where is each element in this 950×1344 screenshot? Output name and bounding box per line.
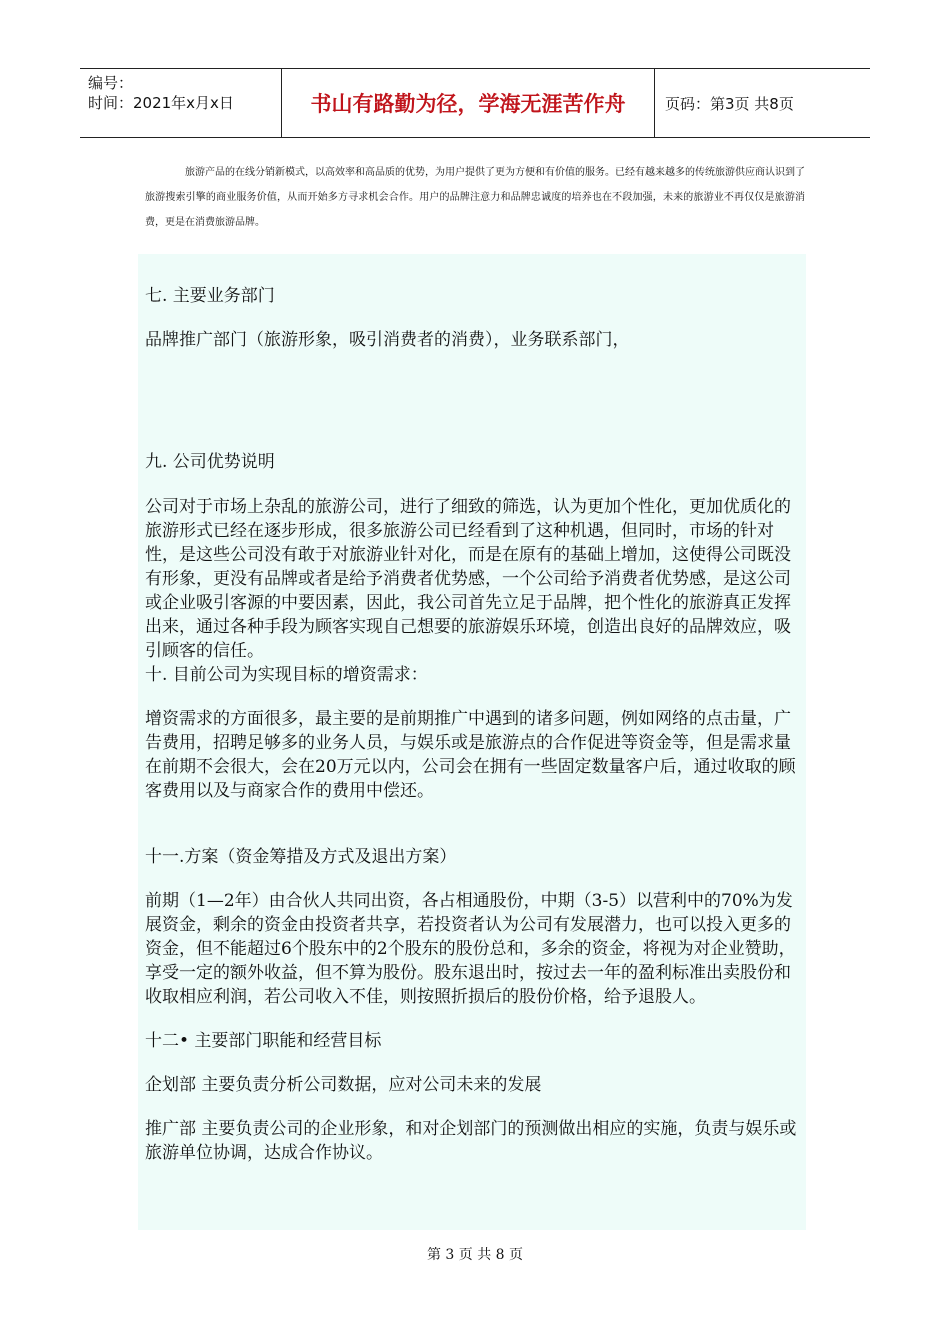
header-meta bbox=[80, 69, 282, 137]
section-10-title: 十. 目前公司为实现目标的增资需求： bbox=[145, 665, 428, 685]
date-label: 时间：2021年x月x日 bbox=[88, 94, 234, 112]
section-7-title: 七. 主要业务部门 bbox=[145, 286, 275, 306]
code-label: 编号： bbox=[88, 74, 134, 92]
section-11-title: 十一.方案（资金筹措及方式及退出方案） bbox=[145, 847, 457, 867]
section-7-body: 品牌推广部门（旅游形象，吸引消费者的消费），业务联系部门， bbox=[145, 330, 630, 350]
section-9-body: 公司对于市场上杂乱的旅游公司，进行了细致的筛选，认为更加个性化，更加优质化的旅游形式已经在逐步形成，很多旅游公司已经看到了这种机遇，但同时，市场的针对性，是这些公司没有敢于对旅游业针对化，而是在原有的基础上增加，这使得公司既没有形象，更没有品牌或者是给予消费者优势感，一个公司给予消费者优势感，是这公司或企业吸引客源的中要因素，因此，我公司首先立足于品牌，把个性化的旅游真正发挥出来，通过各种手段为顾客实现自己想要的旅游娱乐环境，创造出良好的品牌效应，吸引顾客的信任。 bbox=[145, 497, 791, 661]
document-body bbox=[145, 254, 807, 1165]
document-header bbox=[80, 68, 870, 138]
intro-block bbox=[145, 160, 805, 235]
intro-paragraph: 旅游产品的在线分销新模式，以高效率和高品质的优势，为用户提供了更为方便和有价值的服务。已经有越来越多的传统旅游供应商认识到了旅游搜索引擎的商业服务价值，从而开始多方寻求机会合作。用户的品牌注意力和品牌忠诚度的培养也在不段加强，未来的旅游业不再仅仅是旅游消费，更是在消费旅游品牌。 bbox=[145, 167, 805, 228]
section-10-body: 增资需求的方面很多，最主要的是前期推广中遇到的诸多问题，例如网络的点击量，广告费用，招聘足够多的业务人员，与娱乐或是旅游点的合作促进等资金等，但是需求量在前期不会很大，会在20万元以内，公司会在拥有一些固定数量客户后，通过收取的顾客费用以及与商家合作的费用中偿还。 bbox=[145, 709, 796, 801]
header-motto: 书山有路勤为径，学海无涯苦作舟 bbox=[282, 69, 655, 137]
section-12-title: 十二• 主要部门职能和经营目标 bbox=[145, 1031, 382, 1051]
section-9-title: 九. 公司优势说明 bbox=[145, 452, 275, 472]
header-page-info: 页码：第3页 共8页 bbox=[665, 94, 794, 113]
page-footer: 第 3 页 共 8 页 bbox=[426, 1247, 524, 1263]
section-12-item-promotion: 推广部 主要负责公司的企业形象，和对企划部门的预测做出相应的实施，负责与娱乐或旅游单位协调，达成合作协议。 bbox=[145, 1119, 797, 1163]
section-11-body: 前期（1—2年）由合伙人共同出资，各占相通股份，中期（3-5）以营利中的70%为发展资金，剩余的资金由投资者共享，若投资者认为公司有发展潜力，也可以投入更多的资金，但不能超过6个股东中的2个股东的股份总和，多余的资金，将视为对企业赞助，享受一定的额外收益，但不算为股份。股东退出时，按过去一年的盈利标准出卖股份和收取相应利润，若公司收入不佳，则按照折损后的股份价格，给予退股人。 bbox=[145, 891, 796, 1007]
section-12-item-planning: 企划部 主要负责分析公司数据，应对公司未来的发展 bbox=[145, 1075, 542, 1095]
